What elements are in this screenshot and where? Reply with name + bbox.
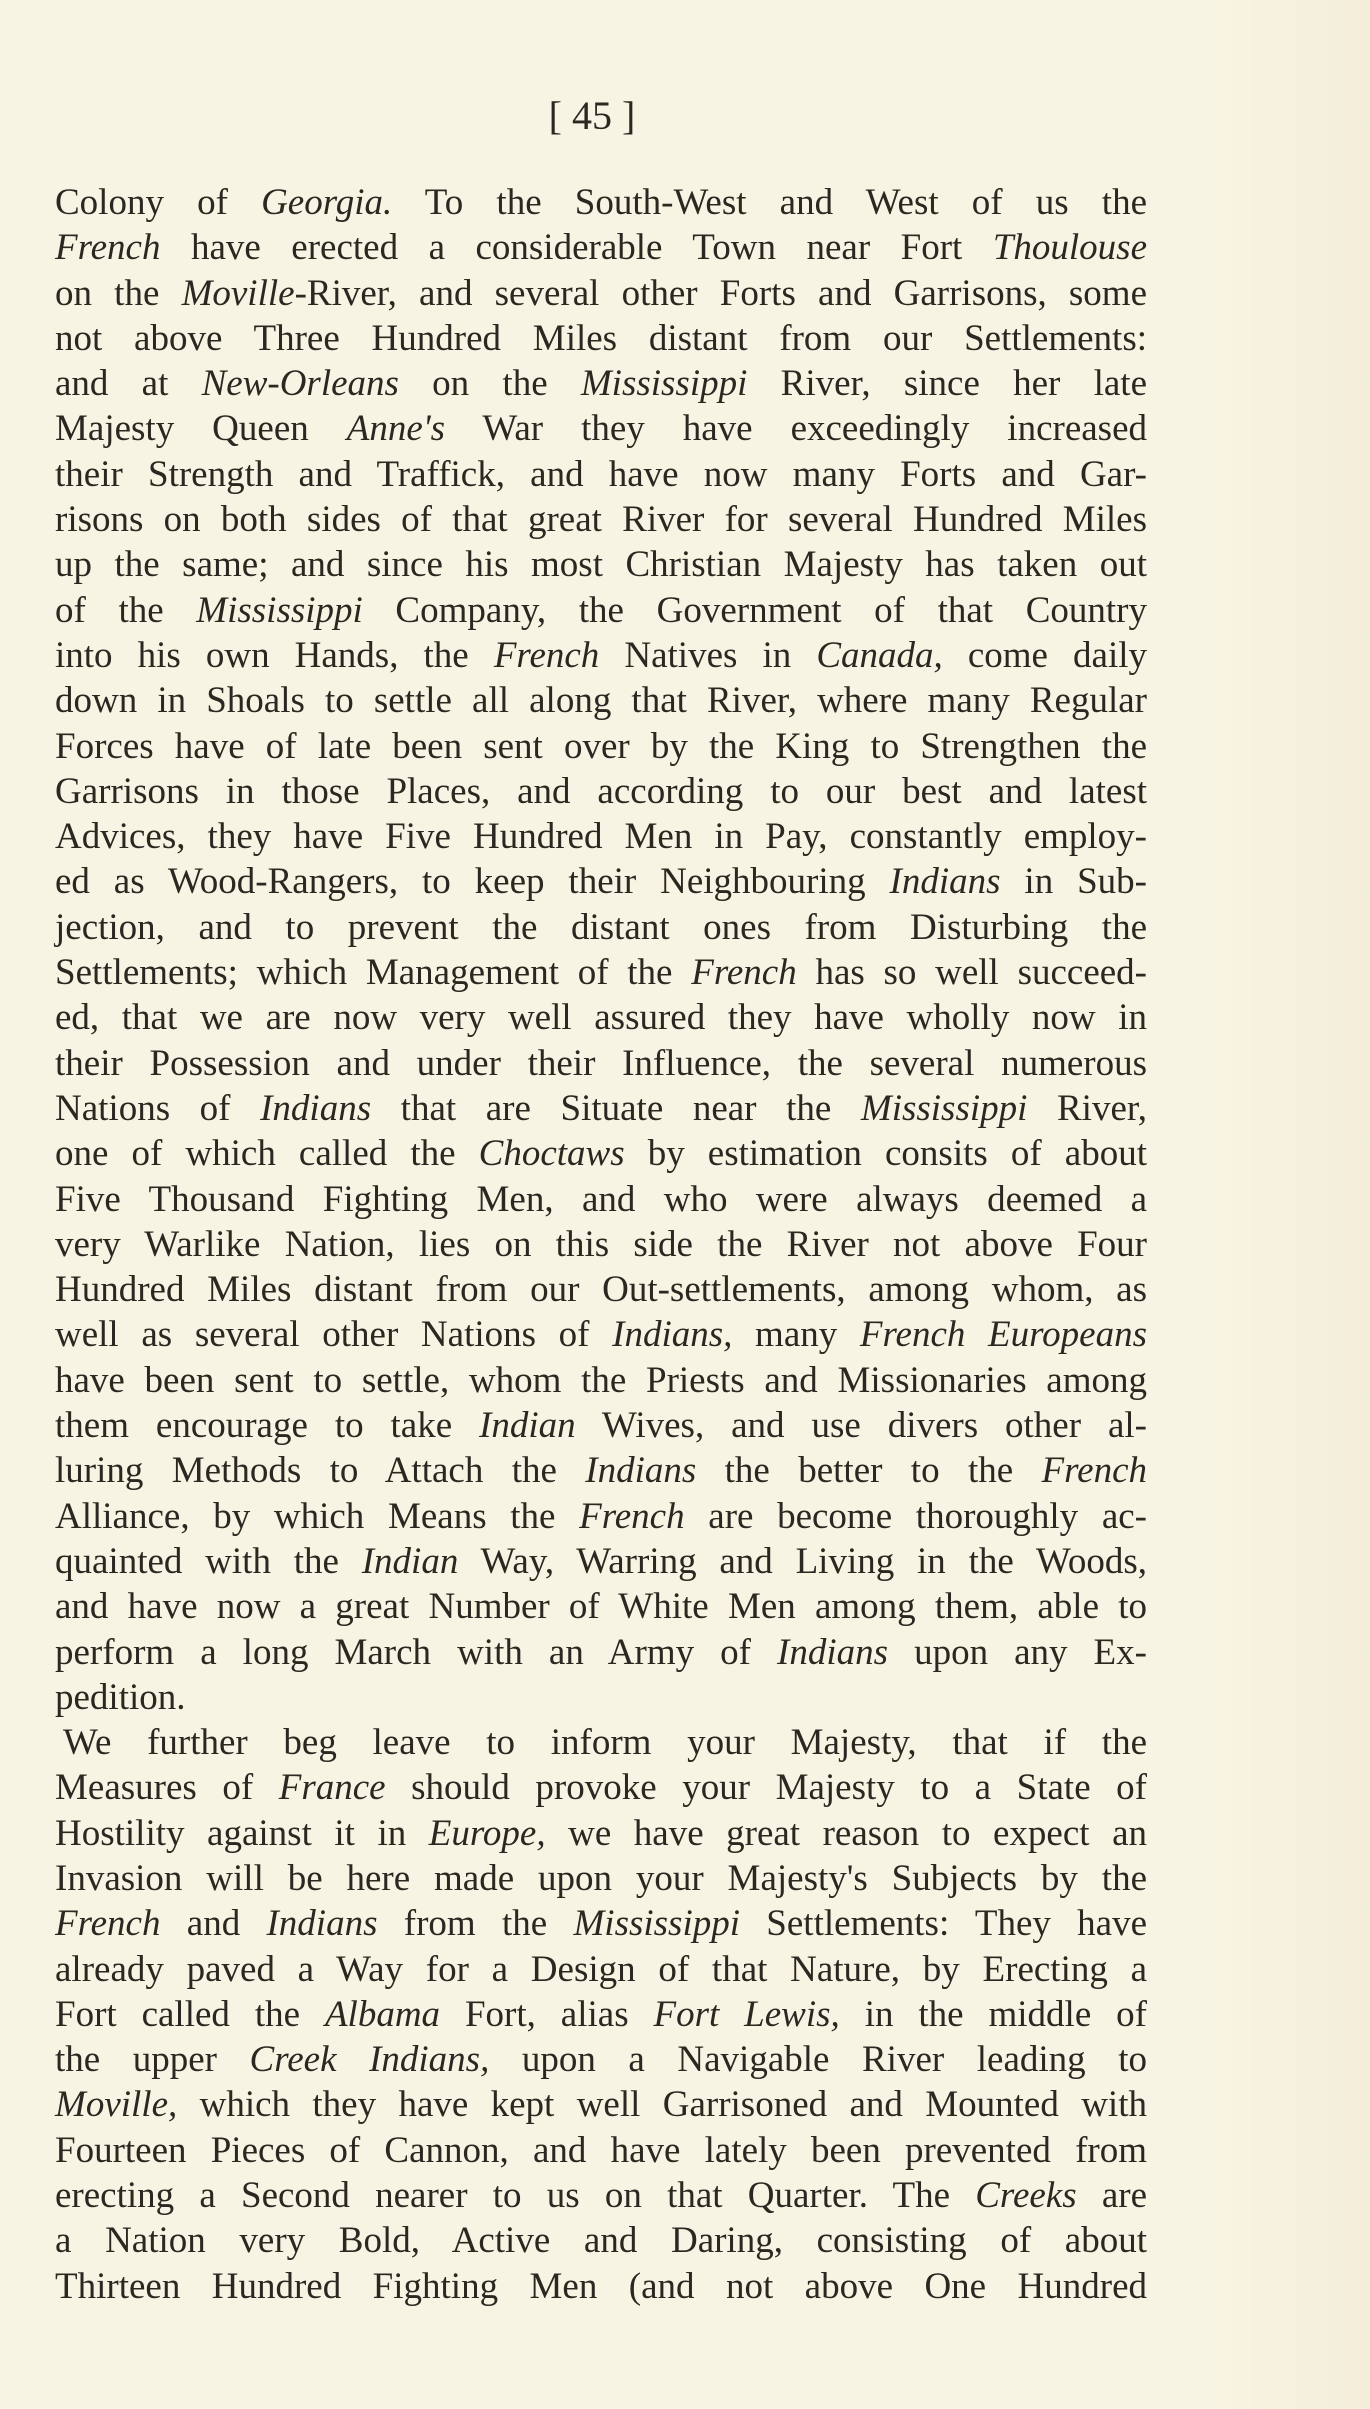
text-run: and	[160, 1903, 267, 1945]
text-run: Settlements; which Management of the	[55, 952, 692, 994]
text-line	[55, 2218, 1147, 2263]
text-run: are become thoroughly ac-	[684, 1495, 1147, 1537]
italic-text-run: Moville,	[55, 2084, 178, 2126]
text-line	[55, 1403, 1147, 1448]
text-run: by estimation consits of about	[624, 1133, 1147, 1175]
text-run: Natives in	[599, 634, 817, 676]
text-run: Colony of	[55, 182, 262, 223]
text-run: the better to the	[696, 1450, 1042, 1492]
text-run: Way, Warring and Living in the Woods,	[458, 1540, 1148, 1582]
text-line	[55, 1494, 1147, 1539]
text-line	[55, 1765, 1147, 1810]
text-run: has so well succeed-	[796, 952, 1147, 994]
text-run: have been sent to settle, whom the Priests and Missionaries among	[55, 1359, 1147, 1401]
text-run: -River, and several other Forts and Garrisons, some	[294, 272, 1148, 314]
text-run: We further beg leave to inform your Majesty, that if the	[63, 1722, 1147, 1764]
text-line	[55, 1947, 1147, 1992]
italic-text-run: Indians	[889, 861, 1001, 903]
text-line	[55, 905, 1147, 950]
text-run: in Sub-	[1000, 861, 1147, 903]
text-line	[55, 1901, 1147, 1946]
text-line	[55, 588, 1147, 633]
text-run: in the middle of	[839, 1993, 1147, 2035]
text-run: from the	[377, 1903, 574, 1945]
italic-text-run: Mississippi	[196, 589, 363, 631]
text-run: To the South-West and West of us the	[392, 182, 1147, 223]
text-run: Majesty Queen	[55, 408, 347, 450]
text-line	[55, 316, 1147, 361]
text-line	[55, 2173, 1147, 2218]
italic-text-run: French	[55, 227, 161, 269]
text-run: Fourteen Pieces of Cannon, and have lately been prevented from	[55, 2129, 1147, 2171]
text-line	[55, 1811, 1147, 1856]
text-run: Forces have of late been sent over by the King to Strengthen the	[55, 725, 1147, 767]
text-line	[55, 1720, 1147, 1765]
text-run: into his own Hands, the	[55, 634, 494, 676]
text-line	[55, 1312, 1147, 1357]
text-run: them encourage to take	[55, 1405, 480, 1447]
text-line	[55, 1177, 1147, 1222]
text-line	[55, 2082, 1147, 2127]
italic-text-run: French	[579, 1495, 685, 1537]
text-run: risons on both sides of that great River for several Hundred Miles	[55, 499, 1147, 541]
italic-text-run: French	[55, 1903, 161, 1945]
text-run: very Warlike Nation, lies on this side the River not above Four	[55, 1223, 1147, 1265]
italic-text-run: French	[493, 634, 600, 676]
text-line	[55, 1358, 1147, 1403]
italic-text-run: French	[691, 952, 797, 994]
text-run: many	[732, 1314, 860, 1356]
text-line	[55, 1267, 1147, 1312]
text-run: Hundred Miles distant from our Out-settlements, among whom, as	[55, 1269, 1147, 1311]
italic-text-run: Creeks	[975, 2175, 1077, 2217]
text-line	[55, 995, 1147, 1040]
italic-text-run: Thoulouse	[992, 227, 1147, 269]
text-run: on the	[55, 272, 182, 314]
text-run: luring Methods to Attach the	[55, 1450, 586, 1492]
text-run: River,	[1027, 1087, 1147, 1129]
text-run: jection, and to prevent the distant ones from Disturbing the	[55, 906, 1147, 948]
italic-text-run: Moville	[181, 272, 295, 314]
italic-text-run: Creek Indians,	[249, 2039, 490, 2081]
text-line	[55, 1856, 1147, 1901]
text-run: erecting a Second nearer to us on that Quarter. The	[55, 2175, 976, 2217]
italic-text-run: Choctaws	[478, 1133, 625, 1175]
text-run: up the same; and since his most Christian Majesty has taken out	[55, 544, 1147, 586]
text-run: perform a long March with an Army of	[55, 1631, 778, 1673]
text-run: should provoke your Majesty to a State of	[385, 1767, 1148, 1809]
text-run: on the	[398, 363, 581, 405]
text-line	[55, 1086, 1147, 1131]
text-run: are	[1076, 2175, 1147, 2217]
text-run: Nations of	[55, 1087, 261, 1129]
text-run: Alliance, by which Means the	[55, 1495, 580, 1537]
text-line	[55, 1584, 1147, 1629]
text-run: pedition.	[55, 1676, 186, 1718]
italic-text-run: Mississippi	[573, 1903, 741, 1945]
italic-text-run: Mississippi	[860, 1087, 1028, 1129]
text-line	[55, 950, 1147, 995]
text-line	[55, 814, 1147, 859]
italic-text-run: New-Orleans	[201, 363, 399, 405]
italic-text-run: Indian	[361, 1540, 459, 1582]
text-line	[55, 1041, 1147, 1086]
italic-text-run: Mississippi	[580, 363, 748, 405]
italic-text-run: Indians	[260, 1087, 372, 1129]
text-run: one of which called the	[55, 1133, 479, 1175]
page-shading	[1210, 0, 1370, 2409]
text-line	[55, 542, 1147, 587]
text-run: Fort called the	[55, 1993, 325, 2035]
text-line	[55, 2037, 1147, 2082]
italic-text-run: France	[278, 1767, 386, 1809]
text-line	[55, 1222, 1147, 1267]
text-line	[55, 361, 1147, 406]
page-body-text	[55, 180, 1147, 2309]
text-run: the upper	[55, 2039, 250, 2081]
text-run: quainted with the	[55, 1540, 362, 1582]
italic-text-run: Anne's	[346, 408, 446, 450]
text-run: their Strength and Traffick, and have now many Forts and Gar-	[55, 453, 1147, 495]
page-number: [ 45 ]	[548, 93, 636, 138]
text-line	[55, 1539, 1147, 1584]
text-run: well as several other Nations of	[55, 1314, 613, 1356]
text-run: upon a Navigable River leading to	[489, 2039, 1147, 2081]
text-line	[55, 724, 1147, 769]
italic-text-run: Indians	[266, 1903, 378, 1945]
text-line	[55, 769, 1147, 814]
text-line	[55, 180, 1147, 225]
italic-text-run: Indian	[479, 1405, 576, 1447]
text-run: that are Situate near the	[371, 1087, 861, 1129]
text-run: upon any Ex-	[888, 1631, 1147, 1673]
text-line	[55, 452, 1147, 497]
text-run: War they have exceedingly increased	[445, 408, 1147, 450]
text-run: and have now a great Number of White Men among them, able to	[55, 1586, 1147, 1628]
text-line	[55, 1630, 1147, 1675]
italic-text-run: Canada,	[816, 634, 943, 676]
text-line	[55, 2264, 1147, 2309]
text-run: a Nation very Bold, Active and Daring, consisting of about	[55, 2220, 1147, 2262]
text-line	[55, 2128, 1147, 2173]
text-run: their Possession and under their Influence, the several numerous	[55, 1042, 1147, 1084]
text-run: Hostility against it in	[55, 1812, 429, 1854]
text-line	[55, 497, 1147, 542]
italic-text-run: Indians	[585, 1450, 697, 1492]
text-run: down in Shoals to settle all along that River, where many Regular	[55, 680, 1147, 722]
text-run: come daily	[942, 634, 1147, 676]
text-line	[55, 225, 1147, 270]
italic-text-run: French	[1041, 1450, 1147, 1492]
italic-text-run: French Europeans	[859, 1314, 1147, 1356]
text-run: Garrisons in those Places, and according to our best and latest	[55, 770, 1147, 812]
text-run: Fort, alias	[440, 1993, 654, 2035]
italic-text-run: Indians	[777, 1631, 889, 1673]
italic-text-run: Indians,	[612, 1314, 733, 1356]
text-run: not above Three Hundred Miles distant from our Settlements:	[55, 317, 1147, 359]
text-line	[55, 271, 1147, 316]
text-line	[55, 1448, 1147, 1493]
text-run: have erected a considerable Town near Fort	[160, 227, 993, 269]
italic-text-run: Albama	[324, 1993, 441, 2035]
text-run: we have great reason to expect an	[545, 1812, 1147, 1854]
text-run: ed as Wood-Rangers, to keep their Neighbouring	[55, 861, 890, 903]
text-run: Advices, they have Five Hundred Men in Pay, constantly employ-	[55, 816, 1147, 858]
text-run: Thirteen Hundred Fighting Men (and not above One Hundred	[55, 2265, 1147, 2307]
text-run: Settlements: They have	[740, 1903, 1147, 1945]
text-line	[55, 1992, 1147, 2037]
italic-text-run: Georgia.	[261, 182, 393, 223]
text-run: of the	[55, 589, 197, 631]
text-line	[55, 859, 1147, 904]
text-line	[55, 633, 1147, 678]
text-run: Invasion will be here made upon your Majesty's Subjects by the	[55, 1857, 1147, 1899]
text-run: ed, that we are now very well assured they have wholly now in	[55, 997, 1147, 1039]
text-run: Company, the Government of that Country	[362, 589, 1147, 631]
text-run: and at	[55, 363, 202, 405]
italic-text-run: Fort Lewis,	[653, 1993, 840, 2035]
text-run: already paved a Way for a Design of that Nature, by Erecting a	[55, 1948, 1147, 1990]
text-line	[55, 1675, 1147, 1720]
italic-text-run: Europe,	[428, 1812, 546, 1854]
text-run: Five Thousand Fighting Men, and who were always deemed a	[55, 1178, 1147, 1220]
text-run: River, since her late	[747, 363, 1147, 405]
text-line	[55, 678, 1147, 723]
text-line	[55, 406, 1147, 451]
text-run: Measures of	[55, 1767, 279, 1809]
text-line	[55, 1131, 1147, 1176]
text-run: Wives, and use divers other al-	[575, 1405, 1147, 1447]
text-run: which they have kept well Garrisoned and Mounted with	[177, 2084, 1147, 2126]
